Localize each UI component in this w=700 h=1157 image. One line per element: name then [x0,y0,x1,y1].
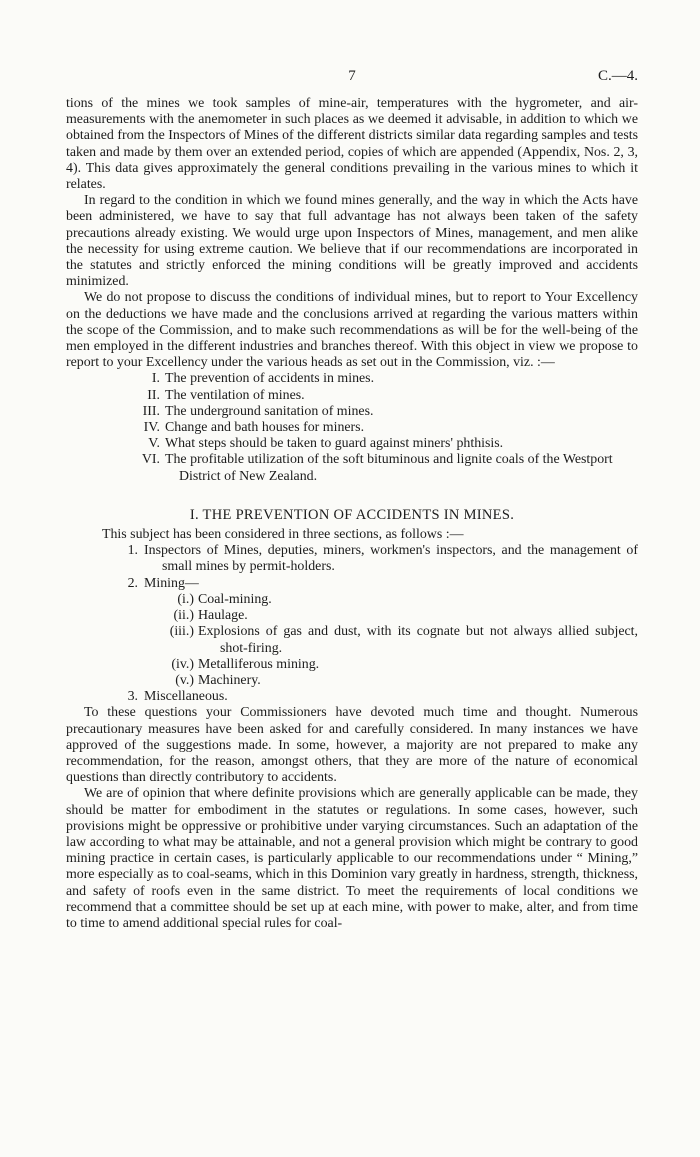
page-number: 7 [348,68,356,84]
list-item-text: Haulage. [198,608,248,624]
paragraph-propose: We do not propose to discuss the conditions of individual mines, but to report to Your Excellency on the deductions we have made and the conclusions arrived at regarding the various matters within the scope of the Commission, and to make such recommendations as will be for the well-being of the men employed in the different industries and branches thereof. With this object in view we propose to report to your Excellency under the various heads as set out in the Commission, viz. :— [66,290,638,371]
paragraph-regard: In regard to the condition in which we found mines generally, and the way in which the Acts have been administered, we have to say that full advantage has not always been taken of the safety precautions already existing. We would urge upon Inspectors of Mines, management, and men alike the necessity for using extreme caution. We believe that if our recommendations are incorporated in the statutes and strictly enforced the mining conditions will be greatly improved and accidents minimized. [66,193,638,290]
list-item-number: (iv.) [171,656,194,672]
list-item [66,673,638,689]
section-title: I. THE PREVENTION OF ACCIDENTS IN MINES. [189,506,515,523]
list-item-text: Machinery. [198,672,261,688]
list-item-text: Mining— [144,575,199,591]
list-item-text: The profitable utilization of the soft bituminous and lignite coals of the Westport District of New Zealand. [165,452,613,484]
paragraph-opinion: We are of opinion that where definite provisions which are generally applicable can be made, they should be matter for embodiment in the statutes or regulations. In some cases, however, such provisions might be oppressive or prohibitive under varying circumstances. Such an adaptation of the law according to what may be attainable, and not a general provision which might be contrary to good mining practice in certain cases, is particularly applicable to our recommendations under “ Mining,” more especially as to coal-seams, which in this Dominion vary greatly in hardness, strength, thickness, and safety of roofs even in the same district. To meet the requirements of local conditions we recommend that a committee should be set up at each mine, with power to make, alter, and from time to time to amend additional special rules for coal- [66,786,638,931]
sections-list [66,543,638,705]
list-item [66,436,638,452]
list-item-number: 2. [127,575,138,591]
section-lead: This subject has been considered in three sections, as follows :— [102,527,464,543]
document-body [66,96,638,932]
page-header [66,0,638,96]
list-item-number: 3. [127,689,138,705]
list-item-number: (iii.) [169,624,194,640]
paragraph-intro: tions of the mines we took samples of mine-air, temperatures with the hygrometer, and air-measurements with the anemometer in such places as we deemed it advisable, in addition to which we obtained from the Inspectors of Mines of the different districts similar data regarding samples and tests taken and made by them over an extended period, copies of which are appended (Appendix, Nos. 2, 3, 4). This data gives approximately the general conditions prevailing in the various mines to which it relates. [66,96,638,193]
list-item-number: (ii.) [173,608,194,624]
list-item-text: The underground sanitation of mines. [165,403,374,419]
list-item-text: Inspectors of Mines, deputies, miners, workmen's inspectors, and the management of small mines by permit-holders. [144,543,638,575]
list-item [66,608,638,624]
list-item [66,543,638,575]
document-reference: C.—4. [597,68,638,84]
list-item [66,689,638,705]
list-item-number: VI. [141,452,160,468]
list-item-text: What steps should be taken to guard against miners' phthisis. [165,436,504,452]
commission-heads-list [66,371,638,484]
list-item-number: III. [142,403,160,419]
list-item-number: V. [148,436,160,452]
list-item-number: I. [151,371,160,387]
list-item-text: Coal-mining. [198,591,272,607]
list-item-number: II. [147,387,160,403]
list-item-text: Miscellaneous. [144,689,228,705]
list-item-text: Change and bath houses for miners. [165,420,365,436]
list-item [66,624,638,656]
list-item-text: Metalliferous mining. [198,656,320,672]
list-item [66,592,638,608]
list-item-text: The ventilation of mines. [165,387,305,403]
list-item [66,576,638,592]
list-item [66,388,638,404]
list-item [66,404,638,420]
list-item [66,657,638,673]
list-item [66,452,638,484]
list-item-number: (i.) [177,591,194,607]
list-item-text: Explosions of gas and dust, with its cognate but not always allied subject, shot-firing. [198,624,638,656]
list-item-number: IV. [143,420,160,436]
paragraph-questions: To these questions your Commissioners have devoted much time and thought. Numerous precautionary measures have been asked for and carefully considered. In many instances we have approved of the suggestions made. In some, however, a majority are not prepared to make any recommendation, for the reason, amongst others, that they are more of the nature of economical questions than directly contributory to accidents. [66,705,638,786]
list-item [66,420,638,436]
list-item-number: (v.) [175,672,194,688]
list-item-number: 1. [127,543,138,559]
list-item-text: The prevention of accidents in mines. [165,371,375,387]
list-item [66,371,638,387]
